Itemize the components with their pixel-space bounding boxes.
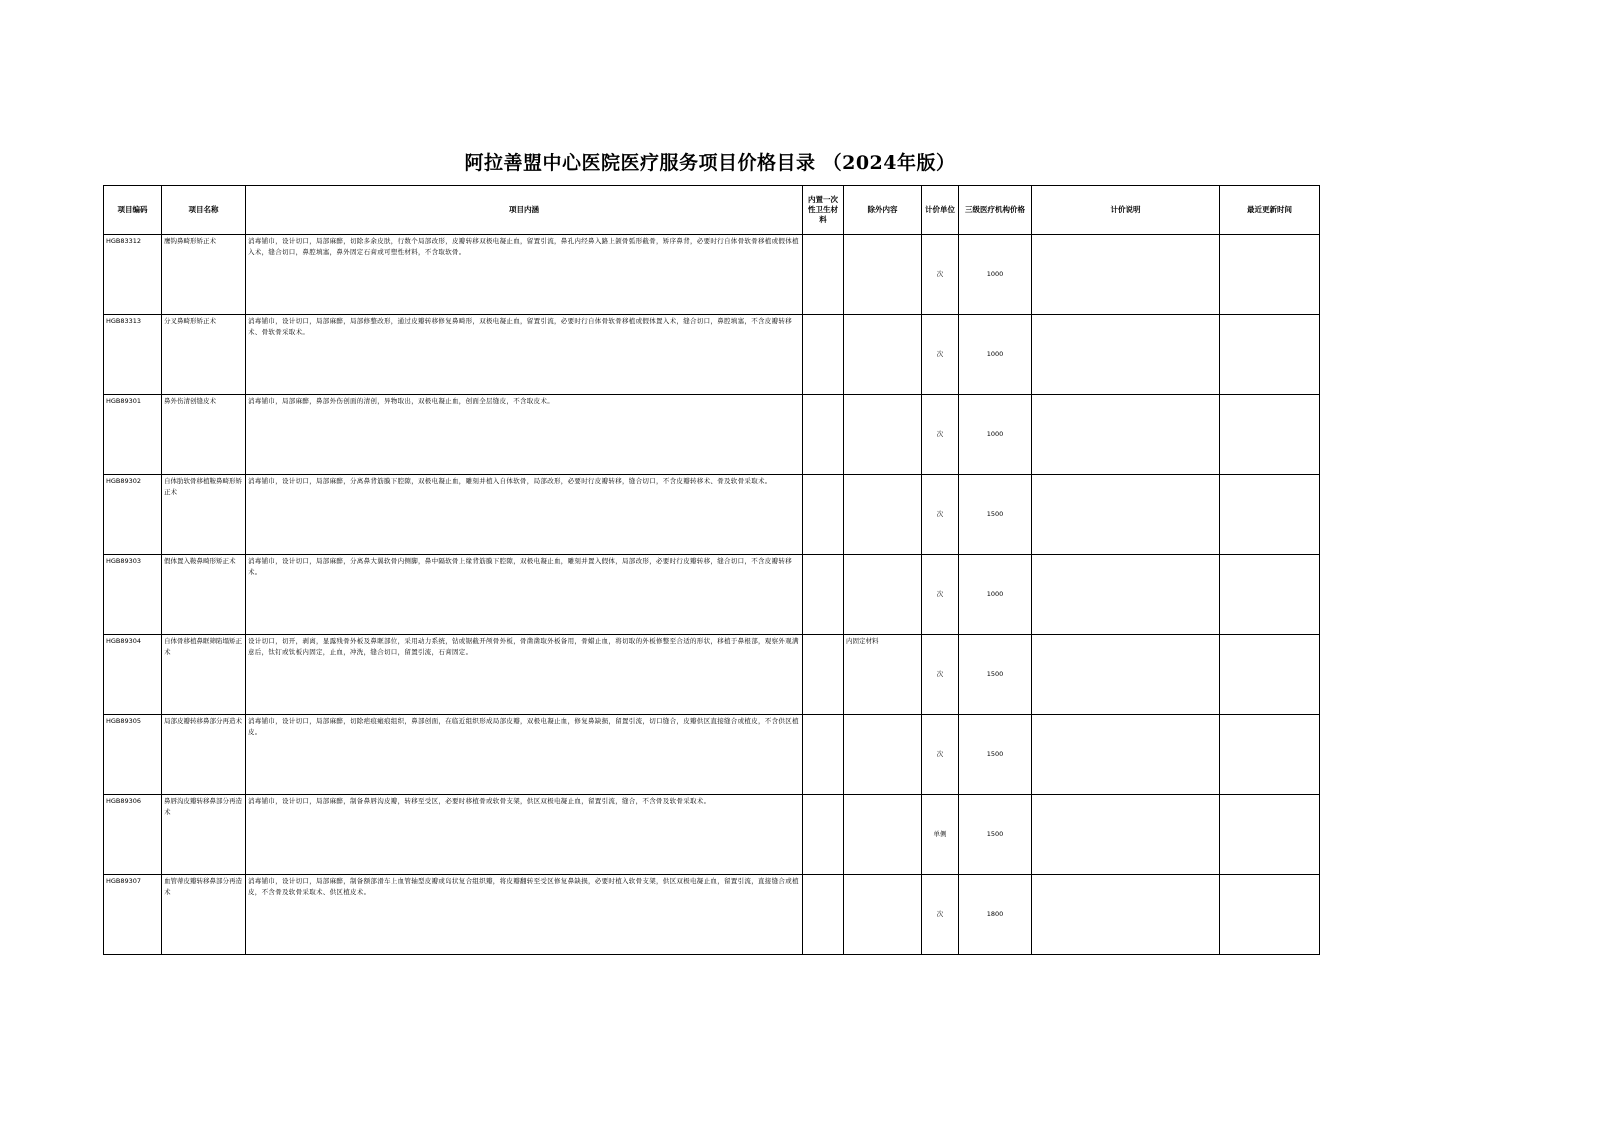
document-title: 阿拉善盟中心医院医疗服务项目价格目录 （2024年版） [464, 152, 956, 174]
cell-unit: 次 [922, 635, 959, 715]
cell-excluded [844, 395, 922, 475]
cell-content: 消毒铺巾，设计切口，局部麻醉，分离鼻大翼软骨内侧脚，鼻中隔软骨上缘背筋膜下腔隙，双极电凝止血，雕刻并置入假体，局部改形，必要时行皮瓣转移，缝合切口，不含皮瓣转移术。 [246, 555, 803, 635]
cell-name: 分叉鼻畸形矫正术 [162, 315, 246, 395]
cell-consumable [803, 475, 844, 555]
cell-code: HGB89304 [104, 635, 162, 715]
cell-consumable [803, 795, 844, 875]
table-row [104, 635, 1320, 715]
cell-consumable [803, 395, 844, 475]
table-row [104, 475, 1320, 555]
cell-updated [1220, 315, 1320, 395]
cell-price: 1500 [959, 475, 1032, 555]
cell-code: HGB89306 [104, 795, 162, 875]
cell-name: 假体置入鞍鼻畸形矫正术 [162, 555, 246, 635]
cell-unit: 次 [922, 875, 959, 955]
cell-code: HGB89307 [104, 875, 162, 955]
cell-updated [1220, 715, 1320, 795]
cell-excluded [844, 795, 922, 875]
cell-note [1032, 635, 1220, 715]
cell-code: HGB83312 [104, 235, 162, 315]
table-row [104, 555, 1320, 635]
cell-consumable [803, 715, 844, 795]
header-note: 计价说明 [1032, 186, 1220, 235]
cell-updated [1220, 875, 1320, 955]
cell-updated [1220, 475, 1320, 555]
cell-updated [1220, 795, 1320, 875]
cell-note [1032, 315, 1220, 395]
cell-name: 血管蒂皮瓣转移鼻部分再造术 [162, 875, 246, 955]
cell-updated [1220, 395, 1320, 475]
cell-code: HGB89305 [104, 715, 162, 795]
cell-content: 设计切口，切开，剥离，显露残骨外板及鼻眶部位，采用动力系统，钻或锯截开颅骨外板，骨凿凿取外板备用，骨蜡止血，将切取的外板修整至合适的形状，移植于鼻根部，观察外观满意后，钛钉或钛板内固定，止血，冲洗，缝合切口，留置引流，石膏固定。 [246, 635, 803, 715]
table-row [104, 795, 1320, 875]
cell-note [1032, 555, 1220, 635]
cell-excluded [844, 555, 922, 635]
cell-name: 自体骨移植鼻眶筛陷塌矫正术 [162, 635, 246, 715]
table-row [104, 715, 1320, 795]
cell-note [1032, 395, 1220, 475]
cell-unit: 单侧 [922, 795, 959, 875]
cell-name: 自体肋软骨移植鞍鼻畸形矫正术 [162, 475, 246, 555]
cell-note [1032, 795, 1220, 875]
cell-price: 1000 [959, 235, 1032, 315]
table-body [104, 235, 1320, 955]
header-name: 项目名称 [162, 186, 246, 235]
cell-excluded [844, 315, 922, 395]
cell-note [1032, 875, 1220, 955]
header-code: 项目编码 [104, 186, 162, 235]
cell-content: 消毒铺巾，设计切口，局部麻醉，制备额部滑车上血管轴型皮瓣或岛状复合组织瓣，将皮瓣翻转至受区修复鼻缺损，必要时植入软骨支架，供区双极电凝止血，留置引流，直接缝合或植皮，不含骨及软骨采取术、供区植皮术。 [246, 875, 803, 955]
table-row [104, 235, 1320, 315]
cell-updated [1220, 555, 1320, 635]
cell-unit: 次 [922, 475, 959, 555]
cell-consumable [803, 235, 844, 315]
price-table [103, 185, 1320, 955]
cell-excluded: 内固定材料 [844, 635, 922, 715]
header-excluded: 除外内容 [844, 186, 922, 235]
cell-price: 1500 [959, 715, 1032, 795]
table-row [104, 315, 1320, 395]
cell-price: 1000 [959, 395, 1032, 475]
header-updated: 最近更新时间 [1220, 186, 1320, 235]
cell-content: 消毒铺巾，设计切口，局部麻醉，切除多余皮肤，行数个局部改形，皮瓣转移双极电凝止血，留置引流，鼻孔内经鼻入路上颌骨弧形截骨，矫序鼻背，必要时行自体骨软骨移植或假体植入术，缝合切口，鼻腔填塞，鼻外固定石膏或可塑性材料，不含取软骨。 [246, 235, 803, 315]
cell-excluded [844, 235, 922, 315]
header-consumable: 内置一次性卫生材料 [803, 186, 844, 235]
cell-updated [1220, 235, 1320, 315]
cell-price: 1000 [959, 555, 1032, 635]
cell-content: 消毒铺巾，设计切口，局部麻醉，制备鼻唇沟皮瓣，转移至受区，必要时移植骨或软骨支架，供区双极电凝止血，留置引流，缝合，不含骨及软骨采取术。 [246, 795, 803, 875]
table-row [104, 875, 1320, 955]
cell-note [1032, 715, 1220, 795]
cell-unit: 次 [922, 555, 959, 635]
cell-note [1032, 235, 1220, 315]
cell-updated [1220, 635, 1320, 715]
cell-excluded [844, 715, 922, 795]
cell-name: 局部皮瓣转移鼻部分再造术 [162, 715, 246, 795]
cell-unit: 次 [922, 235, 959, 315]
cell-consumable [803, 635, 844, 715]
cell-name: 鼻外伤清创缝皮术 [162, 395, 246, 475]
table-header [104, 186, 1320, 235]
cell-content: 消毒铺巾，设计切口，局部麻醉，分离鼻背筋膜下腔隙，双极电凝止血，雕刻并植入自体软骨，局部改形，必要时行皮瓣转移，缝合切口，不含皮瓣转移术、骨及软骨采取术。 [246, 475, 803, 555]
cell-content: 消毒铺巾，设计切口，局部麻醉，切除疤痕瘢痕组织，鼻部创面，在临近组织形成局部皮瓣，双极电凝止血，修复鼻缺损，留置引流，切口缝合，皮瓣供区直接缝合或植皮，不含供区植皮。 [246, 715, 803, 795]
cell-code: HGB89302 [104, 475, 162, 555]
table-row [104, 395, 1320, 475]
cell-price: 1500 [959, 635, 1032, 715]
header-price: 三级医疗机构价格 [959, 186, 1032, 235]
cell-price: 1800 [959, 875, 1032, 955]
cell-excluded [844, 475, 922, 555]
cell-consumable [803, 555, 844, 635]
cell-excluded [844, 875, 922, 955]
cell-unit: 次 [922, 315, 959, 395]
header-row [104, 186, 1320, 235]
cell-consumable [803, 315, 844, 395]
cell-code: HGB83313 [104, 315, 162, 395]
cell-code: HGB89301 [104, 395, 162, 475]
cell-name: 鹰钩鼻畸形矫正术 [162, 235, 246, 315]
header-content: 项目内涵 [246, 186, 803, 235]
cell-unit: 次 [922, 395, 959, 475]
cell-price: 1000 [959, 315, 1032, 395]
cell-code: HGB89303 [104, 555, 162, 635]
cell-consumable [803, 875, 844, 955]
cell-name: 鼻唇沟皮瓣转移鼻部分再造术 [162, 795, 246, 875]
cell-content: 消毒铺巾，设计切口，局部麻醉，局部修整改形，通过皮瓣转移修复鼻畸形，双极电凝止血，留置引流，必要时行自体骨软骨移植或假体置入术，缝合切口，鼻腔填塞，不含皮瓣转移术、骨软骨采取术。 [246, 315, 803, 395]
header-unit: 计价单位 [922, 186, 959, 235]
cell-price: 1500 [959, 795, 1032, 875]
cell-note [1032, 475, 1220, 555]
cell-content: 消毒铺巾，局部麻醉，鼻部外伤创面的清创，异物取出，双极电凝止血，创面全层缝皮，不含取皮术。 [246, 395, 803, 475]
cell-unit: 次 [922, 715, 959, 795]
